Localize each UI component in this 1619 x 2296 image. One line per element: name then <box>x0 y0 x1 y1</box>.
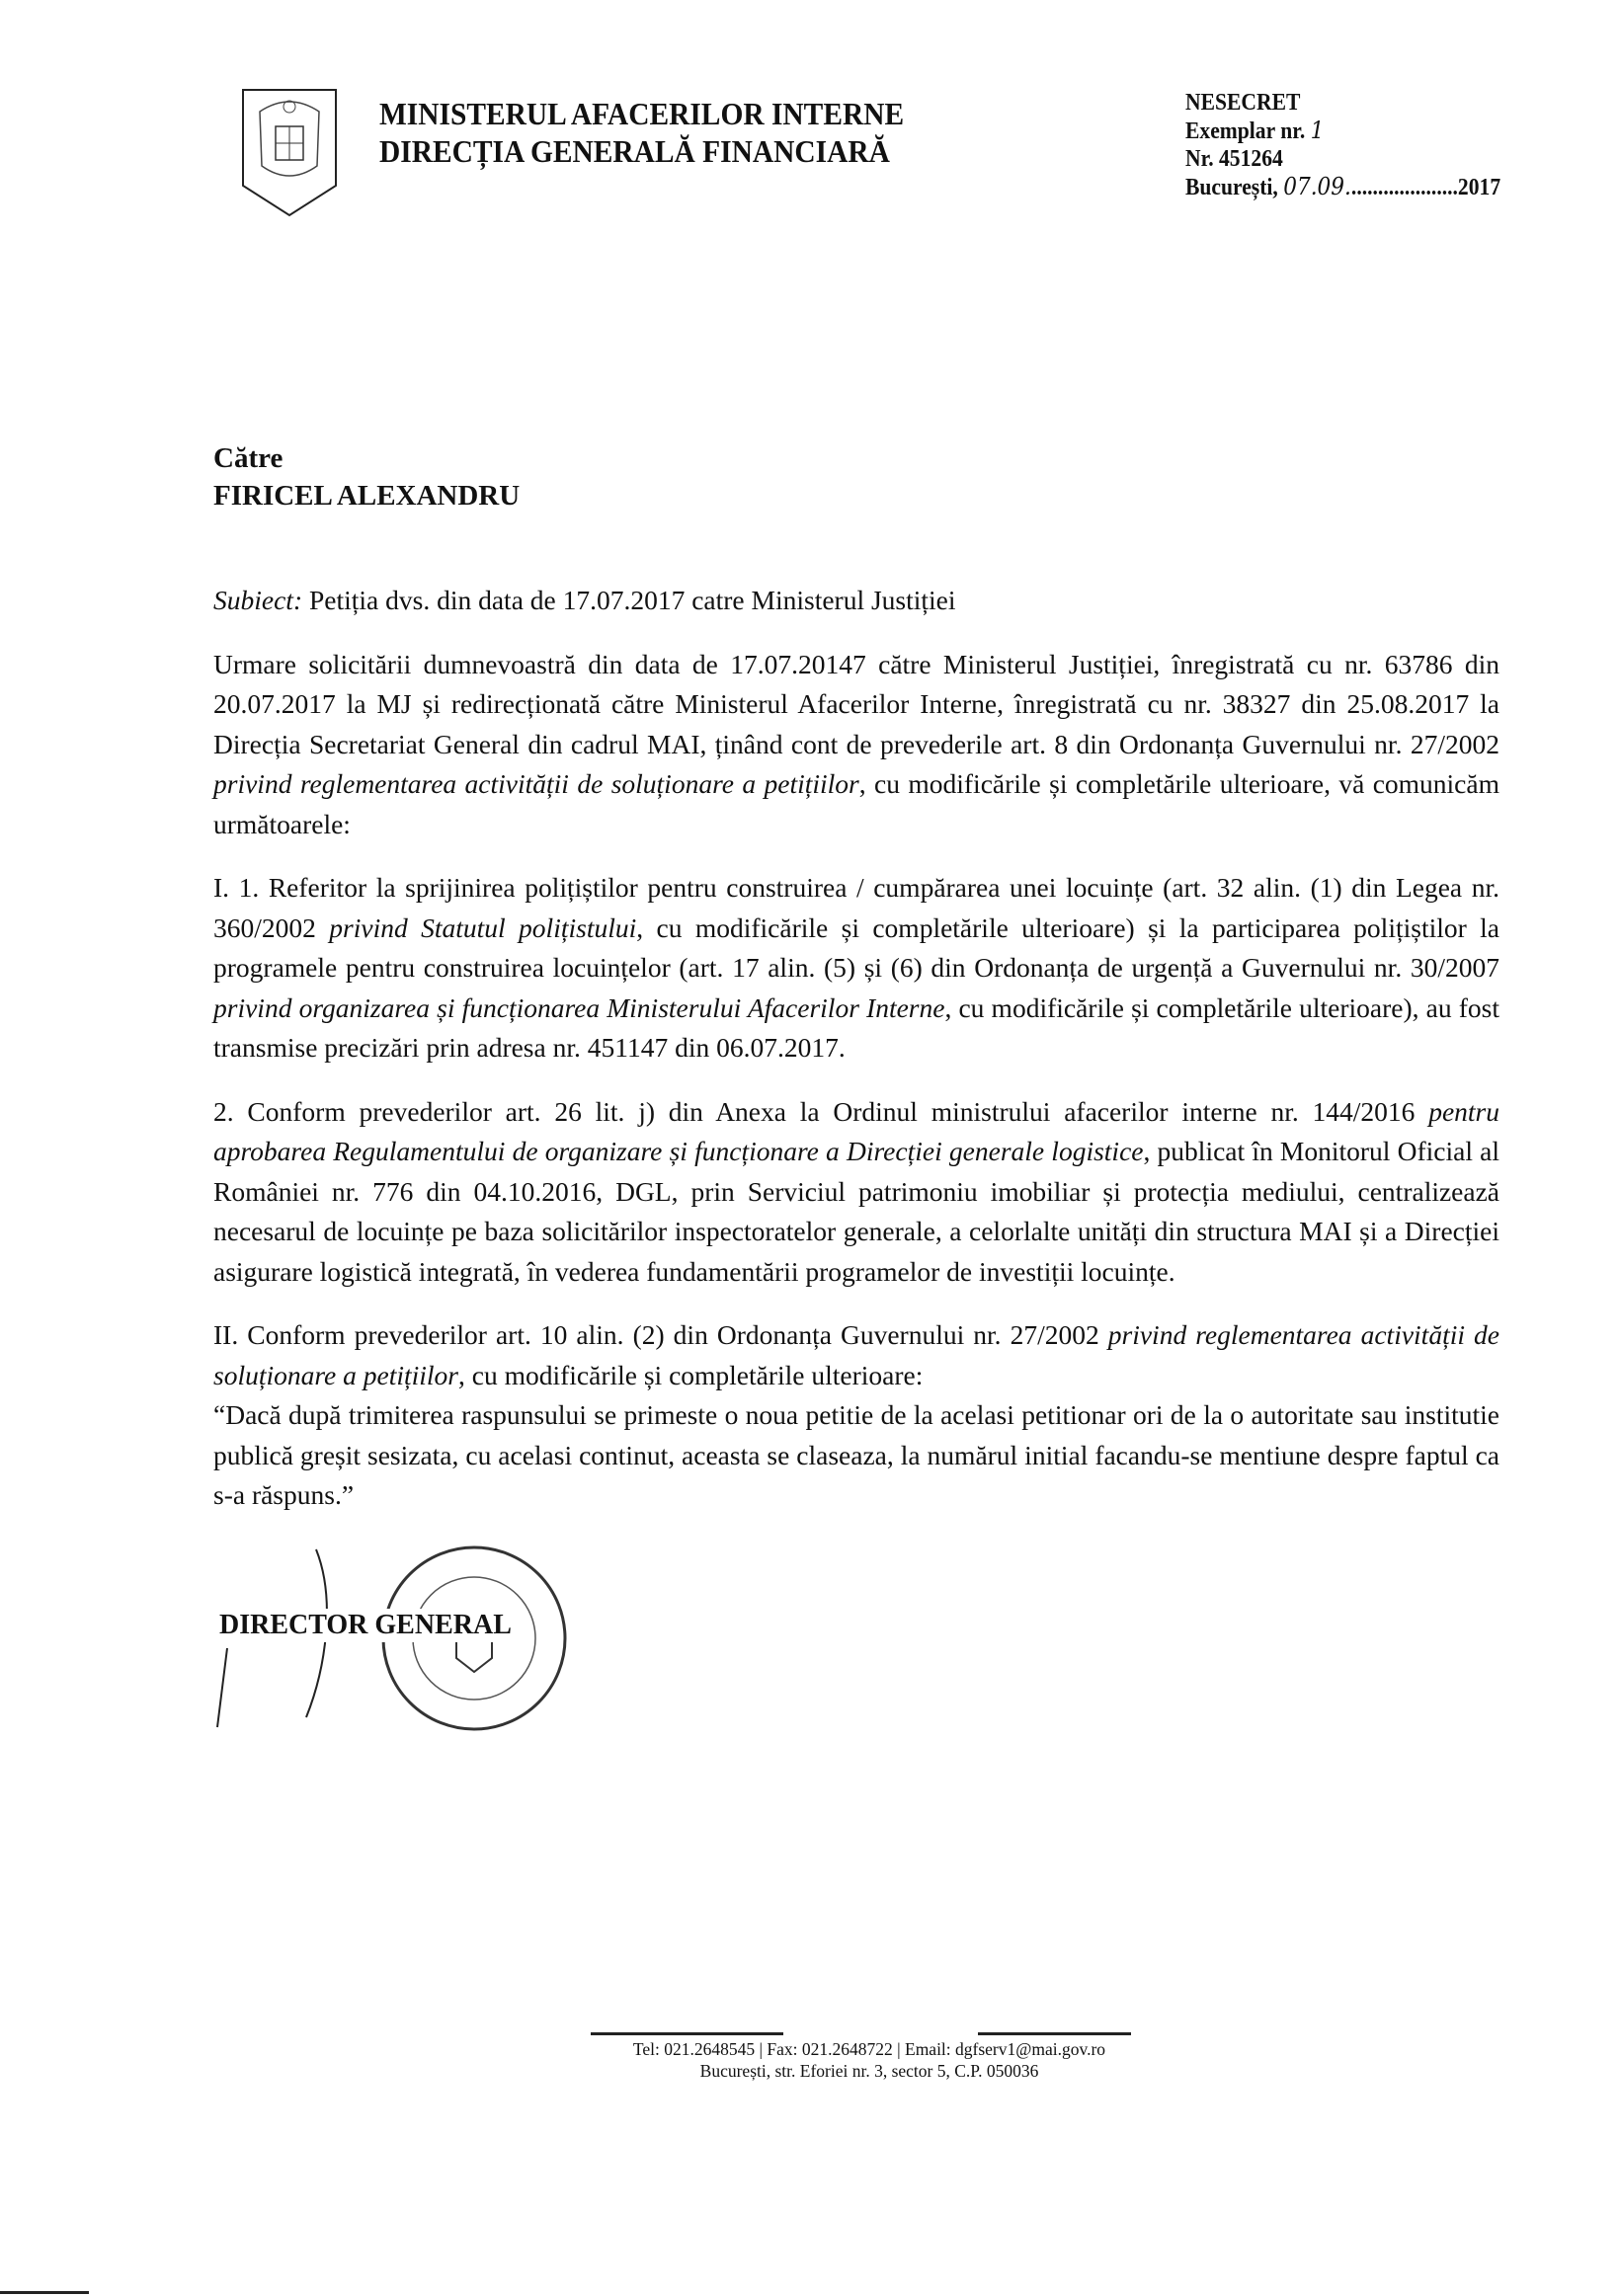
document-registration <box>1185 89 1500 201</box>
text: I. 1. Referitor la sprijinirea polițiștilor pentru construirea / cumpărarea unei locuințe (art. 32 alin. (1) din Legea nr. 360/2002 <box>213 872 1499 943</box>
handwritten-date: 07.09. <box>1283 173 1351 200</box>
signature-block <box>213 1540 1499 1747</box>
text: , cu modificările și completările ulterioare) și la participarea polițiștilor la programele pentru construirea locuințelor (art. 17 alin. (5) și (6) din Ordonanța de urgență a Guvernului nr. 30/2007 <box>213 911 1500 983</box>
law-title: privind Statutul polițistului <box>329 911 637 943</box>
registration-number: Nr. 451264 <box>1185 146 1283 172</box>
classification: NESECRET <box>1185 90 1301 116</box>
text: , publicat în Monitorul Oficial al României nr. 776 din 04.10.2016, DGL, prin Serviciul patrimoniu imobiliar și protecția mediului, centralizează necesarul de locuințe pe baza solicitărilor inspectoratelor generale, a celorlalte unități din structura MAI și a Direcției asigurare logistică integrată, în vederea fundamentării programelor de investiții locuințe. <box>213 1136 1500 1287</box>
text: 2. Conform prevederilor art. 26 lit. j) din Anexa la Ordinul ministrului afacerilor interne nr. 144/2016 <box>213 1095 1429 1127</box>
footer-rule-right <box>978 2032 1131 2035</box>
directorate-name: DIRECȚIA GENERALĂ FINANCIARĂ <box>379 133 890 169</box>
paragraph-section-1-1 <box>213 868 1499 1069</box>
footer-address: București, str. Eforiei nr. 3, sector 5, C.P. 050036 <box>699 2061 1039 2081</box>
legal-quote: “Dacă după trimiterea raspunsului se primeste o noua petitie de la acelasi petitionar ori de la o autoritate sau institutie publică greșit sesizata, cu acelasi continut, aceasta se claseaza, la numărul initial facandu-se mentiune despre faptul ca s-a răspuns.” <box>213 1399 1499 1510</box>
footer <box>553 2038 1185 2082</box>
signatory-title: DIRECTOR GENERAL <box>215 1609 516 1642</box>
paragraph-section-2 <box>213 1315 1499 1516</box>
year: 2017 <box>1457 175 1501 200</box>
recipient-block <box>213 439 520 515</box>
copy-number: 1 <box>1310 117 1325 144</box>
text: , cu modificările și completările ulterioare: <box>458 1359 924 1390</box>
recipient-name: FIRICEL ALEXANDRU <box>213 480 521 512</box>
law-title: privind organizarea și funcționarea Ministerului Afacerilor Interne <box>213 991 945 1023</box>
coat-of-arms-logo <box>240 87 339 217</box>
law-title: privind reglementarea activității de soluționare a petițiilor <box>213 1319 1499 1390</box>
copy-label: Exemplar nr. <box>1185 119 1306 144</box>
subject-text: Petiția dvs. din data de 17.07.2017 catre Ministerul Justiției <box>302 585 956 615</box>
footer-contact: Tel: 021.2648545 | Fax: 021.2648722 | Email: dgfserv1@mai.gov.ro <box>632 2039 1106 2059</box>
text: II. Conform prevederilor art. 10 alin. (2) din Ordonanța Guvernului nr. 27/2002 <box>213 1319 1108 1350</box>
footer-rule-left <box>591 2032 783 2035</box>
ministry-name: MINISTERUL AFACERILOR INTERNE <box>379 96 905 131</box>
law-title: pentru aprobarea Regulamentului de organizare și funcționare a Direcției generale logistice <box>213 1095 1499 1166</box>
place: București, <box>1185 175 1278 200</box>
paragraph-intro <box>213 645 1499 845</box>
institution-header <box>379 95 904 170</box>
subject-line <box>213 581 1499 621</box>
paragraph-section-1-2 <box>213 1092 1499 1293</box>
date-dots: .................... <box>1350 175 1458 200</box>
text: , cu modificările și completările ulterioare), au fost transmise precizări prin adresa nr. 451147 din 06.07.2017. <box>213 991 1499 1063</box>
text: , cu modificările și completările ulterioare, vă comunicăm următoarele: <box>213 768 1499 839</box>
letter-body <box>213 581 1499 1747</box>
subject-label: Subiect: <box>213 585 303 615</box>
law-title: privind reglementarea activității de soluționare a petițiilor <box>213 768 859 799</box>
text: Urmare solicitării dumnevoastră din data de 17.07.20147 către Ministerul Justiției, înregistrată cu nr. 63786 din 20.07.2017 la MJ și redirecționată către Ministerul Afacerilor Interne, înregistrată cu nr. 38327 din 25.08.2017 la Direcția Secretariat General din cadrul MAI, ținând cont de prevederile art. 8 din Ordonanța Guvernului nr. 27/2002 <box>213 648 1499 759</box>
scan-edge-mark <box>0 2291 89 2294</box>
recipient-label: Către <box>213 442 283 474</box>
